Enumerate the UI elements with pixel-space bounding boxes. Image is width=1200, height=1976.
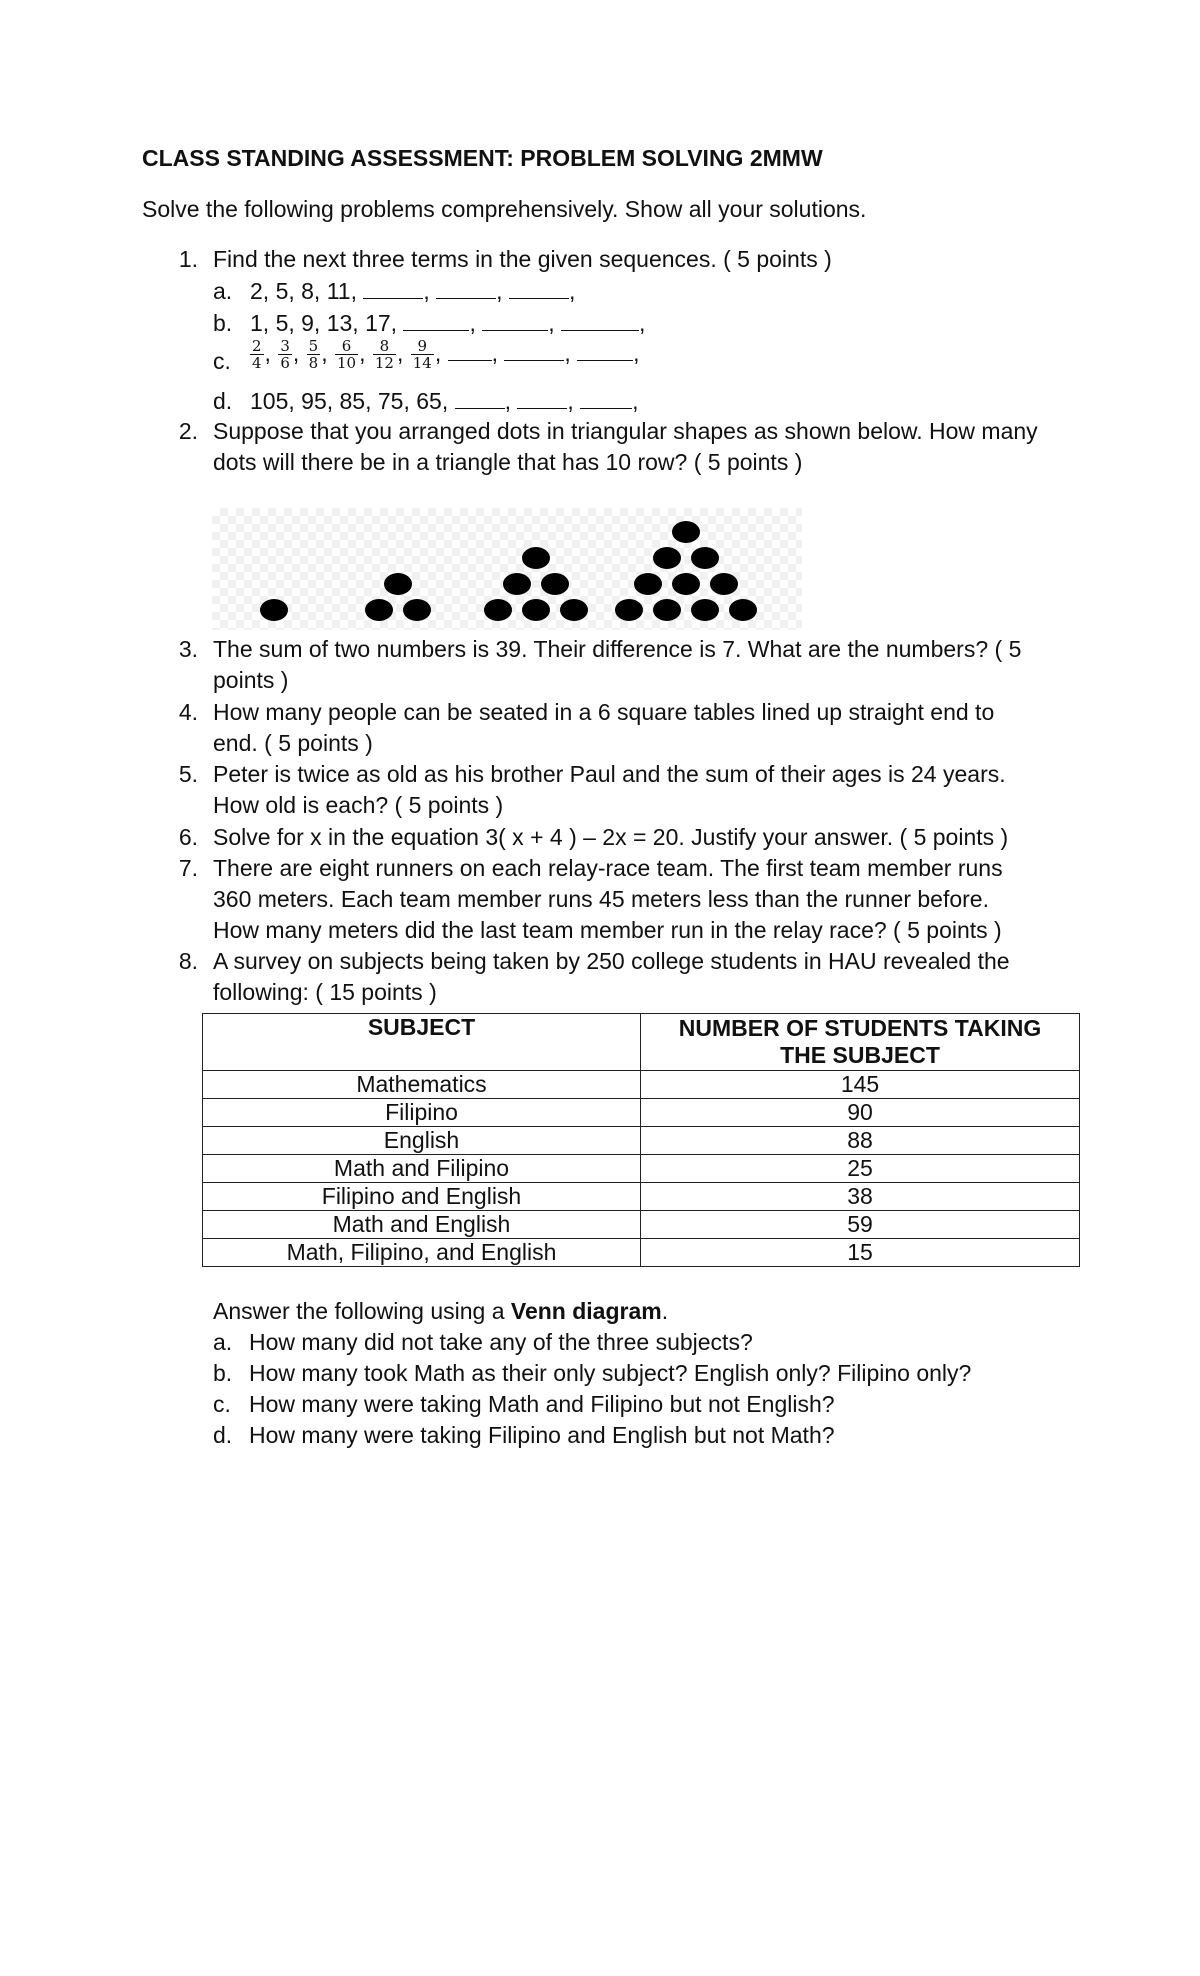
- q8-line2: following: ( 15 points ): [213, 979, 437, 1005]
- dot: [560, 599, 588, 621]
- table-row: [203, 1071, 1080, 1099]
- q1b-label: b.: [213, 310, 233, 336]
- dot: [365, 599, 393, 621]
- answer-blank: [577, 342, 633, 361]
- q6-number: 6.: [178, 824, 198, 850]
- instructions: Solve the following problems comprehensively. Show all your solutions.: [142, 196, 867, 222]
- table-cell-count: 88: [641, 1127, 1080, 1155]
- q1a-terms: 2, 5, 8, 11, , , ,: [250, 278, 576, 304]
- table-row: [203, 1127, 1080, 1155]
- dot-triangle: [484, 547, 588, 621]
- dot: [403, 599, 431, 621]
- q8-line1: A survey on subjects being taken by 250 college students in HAU revealed the: [213, 948, 1010, 974]
- table-row: [203, 1183, 1080, 1211]
- q1d-label: d.: [213, 388, 233, 414]
- q8d-text: How many were taking Filipino and English but not Math?: [249, 1422, 835, 1448]
- dot: [522, 547, 550, 569]
- dot: [691, 547, 719, 569]
- fraction: $\frac{5}{8}$: [308, 337, 319, 373]
- q6-line1: Solve for x in the equation 3( x + 4 ) – 2x = 20. Justify your answer. ( 5 points ): [213, 824, 1009, 850]
- dot-triangle: [615, 521, 757, 621]
- q8-number: 8.: [178, 948, 198, 974]
- q5-number: 5.: [178, 761, 198, 787]
- fraction: $\frac{9}{14}$: [412, 337, 432, 373]
- table-row: [203, 1239, 1080, 1267]
- table-cell-subject: Filipino and English: [203, 1183, 641, 1211]
- answer-blank: [517, 390, 567, 409]
- dot: [672, 521, 700, 543]
- fraction: $\frac{3}{6}$: [280, 337, 290, 373]
- q8a-text: How many did not take any of the three subjects?: [249, 1329, 753, 1355]
- q1d-sequence: 105, 95, 85, 75, 65,: [250, 388, 449, 414]
- triangular-dots-figure: [212, 508, 802, 630]
- q8c-label: c.: [213, 1391, 231, 1417]
- dot: [260, 599, 288, 621]
- q1-text: Find the next three terms in the given sequences. ( 5 points ): [213, 246, 832, 272]
- dot: [541, 573, 569, 595]
- answer-blank: [448, 342, 492, 361]
- dot: [615, 599, 643, 621]
- q4-line2: end. ( 5 points ): [213, 730, 373, 756]
- q8b-text: How many took Math as their only subject? English only? Filipino only?: [249, 1360, 972, 1386]
- fraction: $\frac{8}{12}$: [374, 337, 394, 373]
- answer-blank: [436, 280, 496, 299]
- q7-number: 7.: [178, 855, 198, 881]
- survey-table: [202, 1013, 1080, 1267]
- venn-instruction-text: Answer the following using a: [213, 1298, 511, 1324]
- venn-instruction-period: .: [661, 1298, 669, 1324]
- q7-line3: How many meters did the last team member run in the relay race? ( 5 points ): [213, 917, 1002, 943]
- q1c-label: c.: [213, 348, 231, 374]
- q1d-terms: 105, 95, 85, 75, 65, , , ,: [250, 388, 639, 414]
- dot: [672, 573, 700, 595]
- table-cell-count: 145: [641, 1071, 1080, 1099]
- q2-number: 2.: [178, 418, 198, 444]
- table-header-row: [203, 1014, 1080, 1071]
- q1a-sequence: 2, 5, 8, 11,: [250, 278, 357, 304]
- table-cell-subject: Math, Filipino, and English: [203, 1239, 641, 1267]
- q2-line1: Suppose that you arranged dots in triangular shapes as shown below. How many: [213, 418, 1038, 444]
- triangular-dots-svg: [212, 508, 802, 630]
- q8a-label: a.: [213, 1329, 233, 1355]
- dot: [384, 573, 412, 595]
- dot: [503, 573, 531, 595]
- q3-line2: points ): [213, 667, 289, 693]
- venn-instruction: [213, 1296, 668, 1326]
- q1b-sequence: 1, 5, 9, 13, 17,: [250, 310, 398, 336]
- table-cell-count: 15: [641, 1239, 1080, 1267]
- table-row: [203, 1099, 1080, 1127]
- q4-line1: How many people can be seated in a 6 square tables lined up straight end to: [213, 699, 995, 725]
- table-cell-subject: Filipino: [203, 1099, 641, 1127]
- table-cell-count: 38: [641, 1183, 1080, 1211]
- dot: [710, 573, 738, 595]
- table-cell-subject: Math and English: [203, 1211, 641, 1239]
- venn-diagram-term: Venn diagram: [510, 1298, 662, 1324]
- table-row: [203, 1211, 1080, 1239]
- answer-blank: [504, 342, 564, 361]
- dot: [484, 599, 512, 621]
- q2-line2: dots will there be in a triangle that has 10 row? ( 5 points ): [213, 449, 803, 475]
- q8d-label: d.: [213, 1422, 233, 1448]
- answer-blank: [403, 312, 469, 331]
- column-header-subject: SUBJECT: [203, 1014, 641, 1071]
- q3-number: 3.: [178, 636, 198, 662]
- dot: [691, 599, 719, 621]
- q8c-text: How many were taking Math and Filipino but not English?: [249, 1391, 835, 1417]
- q5-line2: How old is each? ( 5 points ): [213, 792, 504, 818]
- q1b-terms: 1, 5, 9, 13, 17, , , ,: [250, 310, 646, 336]
- table-row: [203, 1155, 1080, 1183]
- q1a-label: a.: [213, 278, 233, 304]
- dot: [729, 599, 757, 621]
- q7-line2: 360 meters. Each team member runs 45 meters less than the runner before.: [213, 886, 989, 912]
- dot: [653, 547, 681, 569]
- table-cell-subject: Mathematics: [203, 1071, 641, 1099]
- q1-number: 1.: [178, 246, 198, 272]
- answer-blank: [455, 390, 505, 409]
- answer-blank: [561, 312, 639, 331]
- q5-line1: Peter is twice as old as his brother Paul and the sum of their ages is 24 years.: [213, 761, 1006, 787]
- answer-blank: [580, 390, 632, 409]
- q8b-label: b.: [213, 1360, 233, 1386]
- table-cell-count: 90: [641, 1099, 1080, 1127]
- fraction: $\frac{2}{4}$: [252, 337, 262, 373]
- q4-number: 4.: [178, 699, 198, 725]
- dot-triangle: [260, 599, 288, 621]
- q1c-terms: $\frac{2}{4}$ , $\frac{3}{6}$ , $\frac{5}{8}$ , $\frac{6}{10}$ , $\frac{8}{12}$ , $\frac{9}{14}$ , , , ,: [252, 337, 640, 373]
- dot: [522, 599, 550, 621]
- answer-blank: [509, 280, 569, 299]
- answer-blank: [363, 280, 423, 299]
- q3-line1: The sum of two numbers is 39. Their difference is 7. What are the numbers? ( 5: [213, 636, 1022, 662]
- table-cell-subject: English: [203, 1127, 641, 1155]
- answer-blank: [482, 312, 548, 331]
- fraction: $\frac{6}{10}$: [336, 337, 357, 373]
- table-cell-count: 25: [641, 1155, 1080, 1183]
- dot-triangle: [365, 573, 431, 621]
- page-title: CLASS STANDING ASSESSMENT: PROBLEM SOLVING 2MMW: [142, 145, 823, 171]
- table-cell-count: 59: [641, 1211, 1080, 1239]
- table-cell-subject: Math and Filipino: [203, 1155, 641, 1183]
- dot: [653, 599, 681, 621]
- q7-line1: There are eight runners on each relay-race team. The first team member runs: [213, 855, 1003, 881]
- column-header-count: NUMBER OF STUDENTS TAKING THE SUBJECT: [641, 1014, 1080, 1071]
- dot: [634, 573, 662, 595]
